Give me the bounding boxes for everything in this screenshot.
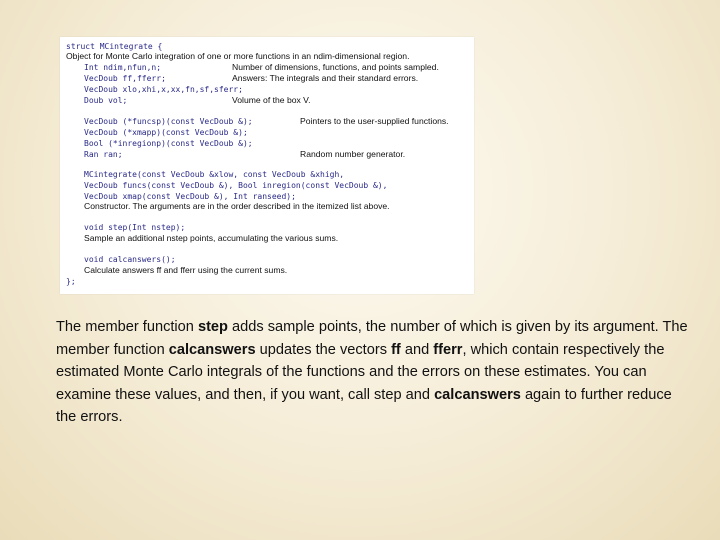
comment-line	[66, 201, 470, 211]
text-run: , which contain respectively the estimated Monte Carlo integrals of the functions and the errors on these estimates. You can examine these values, and then, if you want, call step and	[56, 341, 665, 403]
comment-text: Constructor. The arguments are in the order described in the itemized list above.	[84, 201, 390, 211]
code-text: VecDoub ff,fferr;	[84, 74, 166, 83]
code-line	[66, 62, 470, 72]
comment-line	[66, 51, 470, 61]
code-text: };	[66, 277, 76, 286]
code-text: VecDoub (*xmapp)(const VecDoub &);	[84, 128, 248, 137]
code-line	[66, 222, 470, 232]
code-text: VecDoub xlo,xhi,x,xx,fn,sf,sferr;	[84, 85, 243, 94]
keyword-calcanswers: calcanswers	[168, 341, 256, 358]
text-run: The member function	[56, 319, 198, 335]
comment-text: Object for Monte Carlo integration of one or more functions in an ndim-dimensional region.	[66, 51, 410, 61]
code-line	[66, 127, 470, 137]
code-line	[66, 41, 470, 51]
comment-text: Pointers to the user-supplied functions.	[300, 116, 449, 126]
code-line	[66, 169, 470, 179]
keyword-ff: ff	[391, 341, 401, 358]
code-text: Int ndim,nfun,n;	[84, 63, 162, 72]
comment-line	[66, 233, 470, 243]
code-line	[66, 95, 470, 105]
comment-text: Volume of the box V.	[232, 95, 311, 105]
comment-text: Number of dimensions, functions, and points sampled.	[232, 62, 439, 72]
code-line	[66, 84, 470, 94]
code-listing	[60, 37, 474, 294]
code-line	[66, 116, 470, 126]
code-line	[66, 149, 470, 159]
code-text: struct MCintegrate {	[66, 42, 163, 51]
text-run: updates the vectors	[255, 341, 392, 358]
code-line	[66, 276, 470, 286]
code-text: Doub vol;	[84, 96, 128, 105]
text-run: and	[400, 341, 434, 358]
code-text: VecDoub funcs(const VecDoub &), Bool inregion(const VecDoub &),	[84, 181, 388, 190]
comment-line	[66, 265, 470, 275]
code-line	[66, 191, 470, 201]
code-text: VecDoub (*funcsp)(const VecDoub &);	[84, 117, 253, 126]
keyword-fferr: fferr	[433, 341, 463, 358]
code-text: Bool (*inregionp)(const VecDoub &);	[84, 139, 253, 148]
code-line	[66, 254, 470, 264]
comment-text: Answers: The integrals and their standard errors.	[232, 73, 419, 83]
code-text: void step(Int nstep);	[84, 223, 186, 232]
keyword-calcanswers: calcanswers	[434, 386, 521, 403]
comment-text: Random number generator.	[300, 149, 406, 159]
code-line	[66, 138, 470, 148]
text-run: adds sample points, the number of which is given by its argument. The member function	[56, 319, 688, 358]
code-line	[66, 180, 470, 190]
description-paragraph	[56, 316, 696, 429]
comment-text: Calculate answers ff and fferr using the current sums.	[84, 265, 288, 275]
code-text: Ran ran;	[84, 150, 123, 159]
text-run: again to further reduce the errors.	[56, 386, 672, 426]
code-text: void calcanswers();	[84, 255, 176, 264]
keyword-step: step	[197, 319, 228, 335]
code-text: MCintegrate(const VecDoub &xlow, const VecDoub &xhigh,	[84, 170, 345, 179]
code-text: VecDoub xmap(const VecDoub &), Int ranseed);	[84, 192, 296, 201]
code-line	[66, 73, 470, 83]
comment-text: Sample an additional nstep points, accumulating the various sums.	[84, 233, 339, 243]
